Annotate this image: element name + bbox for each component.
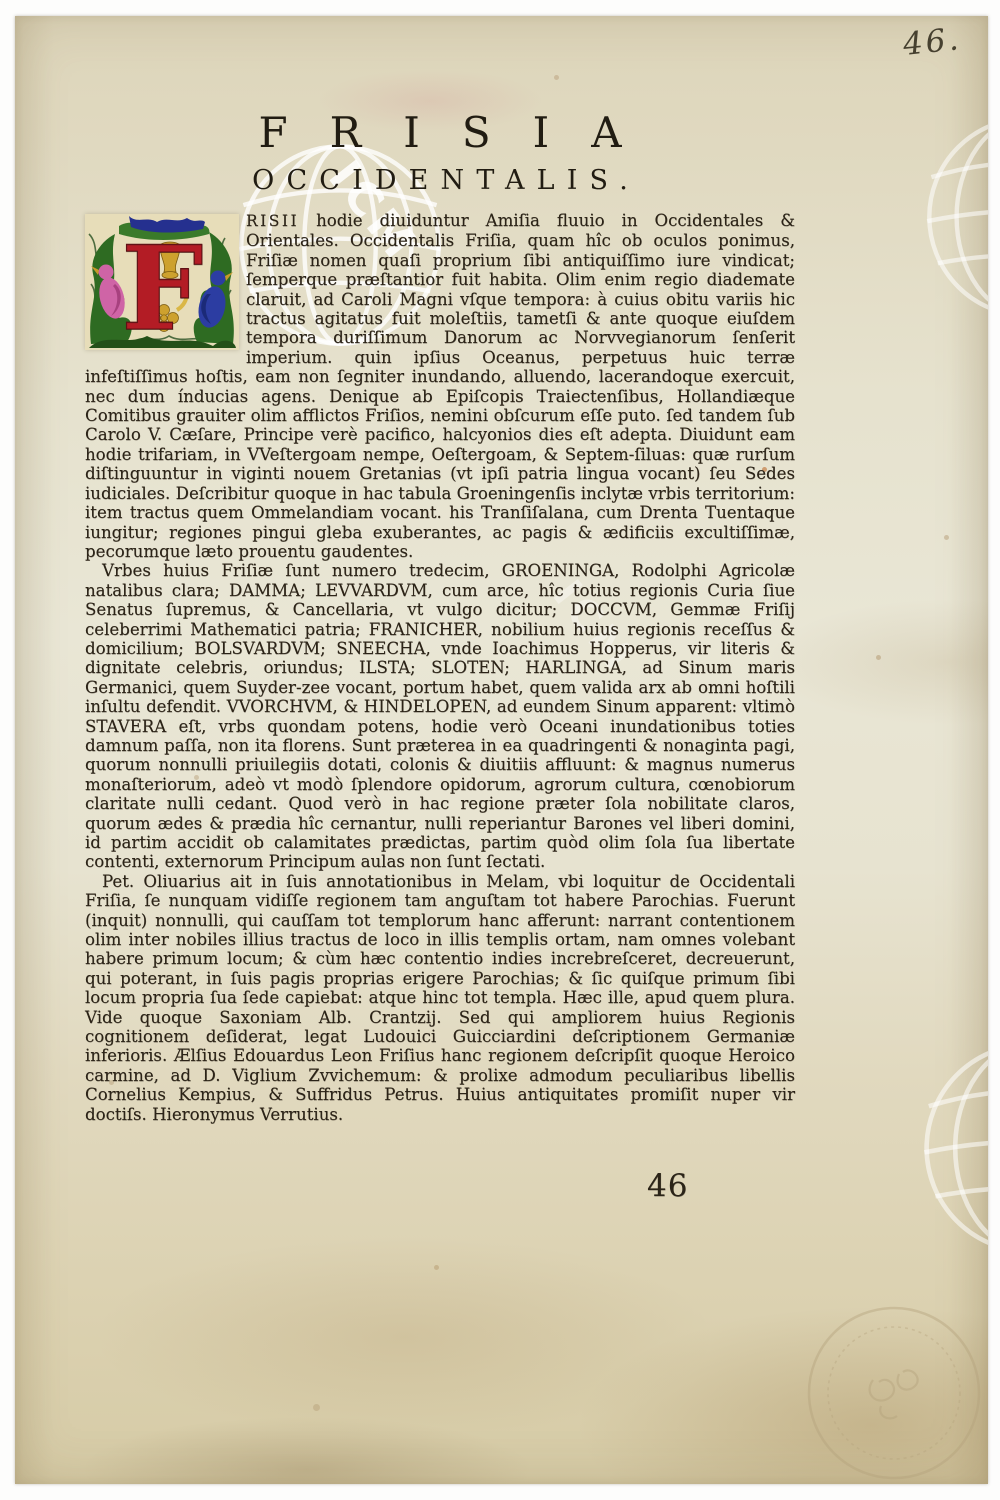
- paragraph-2: Vrbes huius Friſiæ ſunt numero tredecim, GROENINGA, Rodolphi Agricolæ natalibus clara; DAMMA; LEVVARDVM, cum arce, hîc totius regionis Curia ſiue Senatus ſupremus, & Cancellaria, vt vulgo dicitur; DOCCVM, Gemmæ Friſij celeberrimi Mathematici patria; FRANICHER, nobilium huius regionis receſſus & domicilium; BOLSVARDVM; SNEECHA, vnde Ioachimus Hopperus, vir literis & dignitate celebris, oriundus; ILSTA; SLOTEN; HARLINGA, ad Sinum maris Germanici, quem Suyder-zee vocant, portum habet, quem valida arx ab omni hoſtili inſultu defendit. VVORCHVM, & HINDELOPEN, ad eundem Sinum apparent: vltimò STAVERA eſt, vrbs quondam potens, hodie verò Oceani inundationibus toties damnum paſſa, non ita florens. Sunt præterea in ea quadringenti & nonaginta pagi, quorum nonnulli priuilegiis dotati, colonis & diuitiis affluunt: & magnus numerus monaſteriorum, adeò vt modò ſplendore opidorum, agrorum cultura, cœnobiorum claritate nulli cedant. Quod verò in hac regione præter ſola nobilitate claros, quorum ædes & prædia hîc cernantur, nulli reperiantur Barones vel liberi domini, id partim accidit ob calamitates prædictas, partim quòd olim ſola ſua libertate contenti, externorum Principum aulas non ſunt ſectati.: [85, 561, 795, 872]
- icm-watermark-text: ICM: [318, 150, 430, 272]
- foxing-spots: [15, 16, 18, 19]
- paragraph-3: Pet. Oliuarius ait in ſuis annotationibus in Melam, vbi loquitur de Occidentali Friſia, ſe nunquam vidiſſe regionem tam anguſtam tot habere Parochias. Fuerunt (inquit) nonnulli, qui cauſſam tot templorum hanc afferunt: narrant contentionem olim inter nobiles illius tractus de loco in illis templis ortam, nam omnes volebant habere primum locum; & cùm hæc contentio indies increbreſceret, decreuerunt, qui poterant, in ſuis pagis proprias erigere Parochias; & ſic quiſque primum ſibi locum propria ſua ſede capiebat: atque hinc tot templa. Hæc ille, apud quem plura. Vide quoque Saxoniam Alb. Crantzij. Sed qui ampliorem huius Regionis cognitionem deſiderat, legat Ludouici Guicciardini deſcriptionem Germaniæ inferioris. Ælſius Edouardus Leon Friſius hanc regionem deſcripſit quoque Heroico carmine, ad D. Viglium Zvvichemum: & prolixe admodum peculiaribus libellis Cornelius Kempius, & Suffridus Petrus. Huius antiquitates promiſit nuper vir doctiſs. Hieronymus Verrutius.: [85, 871, 795, 1124]
- drop-cap-letter: F: [121, 221, 204, 350]
- embossed-stamp-icon: [803, 1302, 985, 1484]
- globe-watermark-right-top-icon: [923, 112, 988, 322]
- lead-word: RISII: [246, 212, 300, 230]
- article-column: [85, 16, 795, 1124]
- page-number: 46: [647, 1168, 689, 1204]
- paper-sheet: [15, 16, 988, 1484]
- handwritten-folio: 46.: [901, 21, 964, 63]
- page-subtitle: OCCIDENTALIS.: [252, 165, 640, 196]
- illuminated-initial: [85, 214, 239, 350]
- globe-watermark-right-middle-icon: [920, 1038, 988, 1258]
- paragraph-1: [85, 211, 795, 561]
- paragraph-1-text: hodie diuiduntur Amiſia fluuio in Occidentales & Orientales. Occidentalis Friſia, quam hîc ob oculos ponimus, Friſiæ nomen quaſi proprium ſibi antiquiſſimo iure vindicat; ſemperque præſtantior fuit habita. Olim enim regio diademate claruit, ad Caroli Magni vſque tempora: à cuius obitu variis hic tractus agitatus fuit moleſtiis, tametſi & ante quoque eiuſdem tempora duriſſimum Danorum ac Norvvegianorum ſenſerit imperium. quin ipſius Oceanus, perpetuus huic terræ infeſtiſſimus hoſtis, eam non ſegniter inundando, alluendo, lacerandoque exercuit, nec dum índucias agens. Denique ab Epiſcopis Traiectenſibus, Hollandiæque Comitibus grauiter olim afflictos Friſios, nemini obſcurum eſſe puto. ſed tandem ſub Carolo V. Cæſare, Principe verè pacifico, halcyonios dies eſt adepta. Diuidunt eam hodie trifariam, in VVeſtergoam nempe, Oeſtergoam, & Septem-ſiluas: quæ rurſum diſtinguuntur in viginti nouem Gretanias (vt ipſi patria lingua vocant) ſeu Sedes iudiciales. Deſcribitur quoque in hac tabula Groeningenſis inclytæ vrbis territorium: item tractus quem Ommelandiam vocant. his Tranſiſalana, cum Drenta Tuentaque iungitur; regiones pingui gleba exuberantes, ac pagis & ædificiis excultiſſimæ, pecorumque læto prouentu gaudentes.: [85, 211, 795, 561]
- page-title: FRISIA: [258, 108, 664, 157]
- icm-watermark-text-faint: ICM: [543, 570, 646, 683]
